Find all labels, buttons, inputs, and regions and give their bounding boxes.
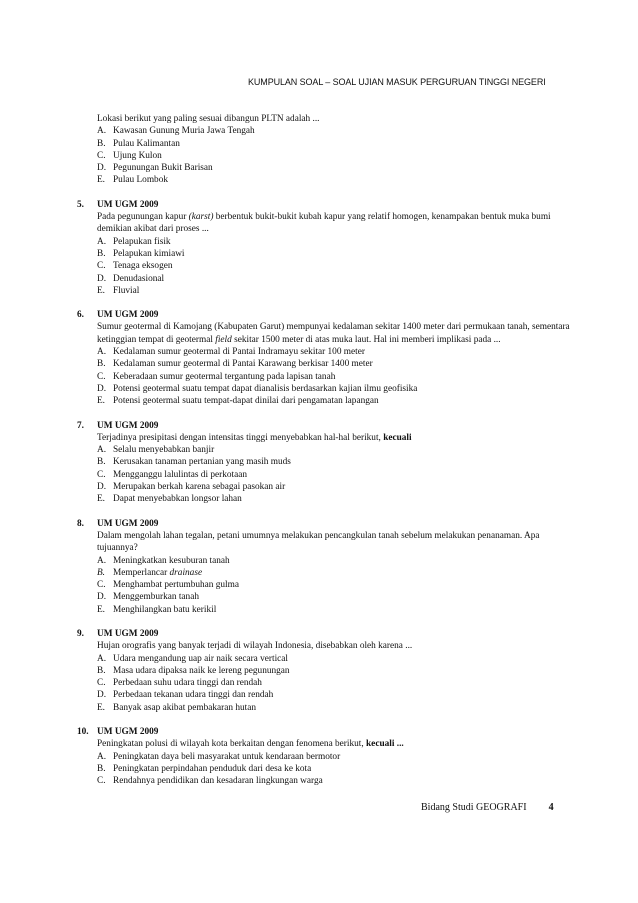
question-stem: Lokasi berikut yang paling sesuai dibangun PLTN adalah ... — [97, 114, 320, 124]
question-source: UM UGM 2009 — [97, 518, 159, 529]
question-list — [77, 113, 572, 788]
option-a: A. Peningkatan daya beli masyarakat untuk kendaraan bermotor — [97, 751, 341, 762]
question-7 — [77, 420, 572, 506]
option-a: A. Pelapukan fisik — [97, 236, 171, 247]
page-footer — [421, 802, 554, 813]
page-number: 4 — [548, 802, 554, 813]
question-stem: Dalam mengolah lahan tegalan, petani umumnya melakukan pencangkulan tanah sebelum melakukan penanaman. Apa tujuannya? — [97, 530, 540, 554]
option-c: C. Menghambat pertumbuhan gulma — [97, 580, 239, 591]
option-e: E. Pulau Lombok — [97, 175, 169, 186]
question-number: 10. — [77, 727, 89, 738]
question-8 — [77, 518, 572, 616]
question-stem: Terjadinya presipitasi dengan intensitas tinggi menyebabkan hal-hal berikut, kecuali — [97, 432, 412, 443]
footer-subject: Bidang Studi GEOGRAFI — [421, 802, 527, 813]
option-e: E. Banyak asap akibat pembakaran hutan — [97, 702, 257, 713]
option-a: A. Meningkatkan kesuburan tanah — [97, 555, 230, 566]
option-c: C. Ujung Kulon — [97, 150, 162, 161]
option-b: B. Kerusakan tanaman pertanian yang masih muds — [97, 457, 291, 468]
option-b: B. Memperlancar drainase — [97, 567, 203, 578]
question-stem: Sumur geotermal di Kamojang (Kabupaten Garut) mempunyai kedalaman sekitar 1400 meter dari permukaan tanah, sementara ketinggian tempat di geotermal field sekitar 1500 meter di atas muka laut. Hal ini memberi implikasi pada ... — [97, 322, 570, 345]
question-number: 6. — [77, 310, 84, 321]
question-stem: Hujan orografis yang banyak terjadi di wilayah Indonesia, disebabkan oleh karena ... — [97, 641, 413, 652]
option-b: B. Masa udara dipaksa naik ke lereng pegunungan — [97, 665, 290, 676]
option-e: E. Fluvial — [97, 285, 140, 296]
option-d: D. Denudasional — [97, 273, 165, 284]
question-stem: Peningkatan polusi di wilayah kota berkaitan dengan fenomena berikut, kecuali ... — [97, 739, 404, 750]
option-c: C. Tenaga eksogen — [97, 261, 173, 272]
option-a: A. Kawasan Gunung Muria Jawa Tengah — [97, 126, 255, 137]
option-c: C. Perbedaan suhu udara tinggi dan rendah — [97, 678, 262, 689]
question-number: 7. — [77, 420, 84, 431]
option-b: B. Pulau Kalimantan — [97, 138, 180, 149]
question-4 — [77, 113, 572, 187]
option-d: D. Pegunungan Bukit Barisan — [97, 163, 213, 174]
option-b: B. Pelapukan kimiawi — [97, 248, 185, 259]
question-stem: Pada pegunungan kapur (karst) berbentuk bukit-bukit kubah kapur yang relatif homogen, kenampakan bentuk muka bumi demikian akibat dari proses ... — [97, 212, 551, 235]
question-source: UM UGM 2009 — [97, 727, 159, 738]
option-e: E. Menghilangkan batu kerikil — [97, 604, 217, 615]
question-6 — [77, 309, 572, 407]
page-header: KUMPULAN SOAL – SOAL UJIAN MASUK PERGURUAN TINGGI NEGERI — [248, 77, 546, 87]
question-number: 9. — [77, 628, 84, 639]
question-source: UM UGM 2009 — [97, 199, 159, 210]
option-d: D. Potensi geotermal suatu tempat dapat dianalisis berdasarkan kajian ilmu geofisika — [97, 383, 418, 394]
option-c: C. Rendahnya pendidikan dan kesadaran lingkungan warga — [97, 776, 323, 787]
question-9 — [77, 628, 572, 714]
option-d: D. Perbedaan tekanan udara tinggi dan rendah — [97, 690, 274, 701]
option-c: C. Keberadaan sumur geotermal tergantung pada lapisan tanah — [97, 371, 336, 382]
question-source: UM UGM 2009 — [97, 420, 159, 431]
option-b: B. Kedalaman sumur geotermal di Pantai Karawang berkisar 1400 meter — [97, 359, 373, 370]
option-d: D. Menggemburkan tanah — [97, 592, 199, 603]
option-d: D. Merupakan berkah karena sebagai pasokan air — [97, 482, 286, 493]
question-5 — [77, 199, 572, 297]
option-a: A. Selalu menyebabkan banjir — [97, 445, 215, 456]
question-source: UM UGM 2009 — [97, 628, 159, 639]
question-number: 5. — [77, 199, 84, 210]
question-10 — [77, 726, 572, 787]
option-e: E. Potensi geotermal suatu tempat-dapat dinilai dari pengamatan lapangan — [97, 396, 379, 407]
question-number: 8. — [77, 518, 84, 529]
option-a: A. Kedalaman sumur geotermal di Pantai Indramayu sekitar 100 meter — [97, 347, 365, 358]
option-b: B. Peningkatan perpindahan penduduk dari desa ke kota — [97, 763, 312, 774]
option-a: A. Udara mengandung uap air naik secara vertical — [97, 653, 289, 664]
option-c: C. Mengganggu lalulintas di perkotaan — [97, 469, 247, 480]
option-e: E. Dapat menyebabkan longsor lahan — [97, 494, 242, 505]
question-source: UM UGM 2009 — [97, 310, 159, 321]
